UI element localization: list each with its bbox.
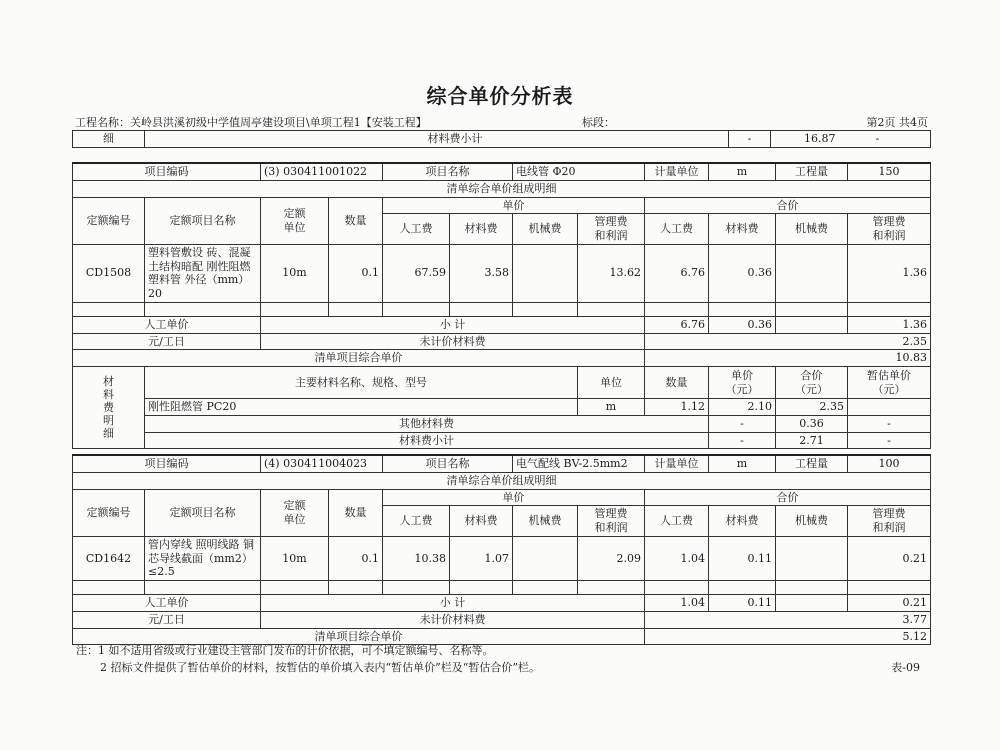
item-code-label: 项目编码 <box>73 163 261 180</box>
quota-total-labor: 1.04 <box>645 536 709 580</box>
quota-material: 3.58 <box>450 244 513 302</box>
prev-tail-label: 材料费小计 <box>145 131 729 148</box>
material-name: 刚性阻燃管 PC20 <box>145 399 578 416</box>
material-price-header: 单价 （元） <box>709 367 776 399</box>
quota-machine <box>513 244 578 302</box>
quota-quantity: 0.1 <box>329 536 383 580</box>
item-total-label: 清单项目综合单价 <box>73 628 645 645</box>
item-qty-label: 工程量 <box>776 163 848 180</box>
other-material-est: - <box>848 415 931 432</box>
page-title: 综合单价分析表 <box>426 84 574 108</box>
prev-tail-col: 细 <box>73 131 145 148</box>
item-unit: m <box>709 163 776 180</box>
note-1: 注：1 如不适用省级或行业建设主管部门发布的计价依据，可不填定额编号、名称等。 <box>76 644 494 657</box>
item-total-label: 清单项目综合单价 <box>73 350 645 367</box>
mgmt-header: 管理费 和利润 <box>578 506 645 537</box>
prev-tail-dash: - <box>729 131 771 148</box>
unit-price-header: 单价 <box>383 197 645 214</box>
material-header: 材料费 <box>709 214 776 245</box>
note-2: 2 招标文件提供了暂估单价的材料，按暂估的单价填入表内“暂估单价”栏及“暂估合价”栏。 <box>100 661 540 674</box>
item-unit-label: 计量单位 <box>645 163 709 180</box>
item-qty-label: 工程量 <box>776 455 848 472</box>
total-price-header: 合价 <box>645 489 931 506</box>
quota-unit-header: 定额 单位 <box>261 489 329 536</box>
prev-tail-table <box>72 130 931 148</box>
uncounted-label: 未计价材料费 <box>261 333 645 350</box>
subtotal-labor: 1.04 <box>645 595 709 612</box>
quota-quantity: 0.1 <box>329 244 383 302</box>
material-qty: 1.12 <box>645 399 709 416</box>
quota-name-header: 定额项目名称 <box>145 197 261 244</box>
material-price: 2.10 <box>709 399 776 416</box>
other-material-price: - <box>709 415 776 432</box>
item-table-2 <box>72 454 931 645</box>
quota-total-material: 0.36 <box>709 244 776 302</box>
material-subtotal-total: 2.71 <box>776 432 848 449</box>
quota-code: CD1508 <box>73 244 145 302</box>
item-name: 电气配线 BV-2.5mm2 <box>513 455 645 472</box>
item-total-value: 10.83 <box>645 350 931 367</box>
mgmt-header: 管理费 和利润 <box>848 214 931 245</box>
subtotal-labor: 6.76 <box>645 316 709 333</box>
subtotal-machine <box>776 595 848 612</box>
section-label: 标段： <box>582 116 615 129</box>
quota-material: 1.07 <box>450 536 513 580</box>
item-table-1 <box>72 162 931 449</box>
material-header: 材料费 <box>450 214 513 245</box>
quota-code: CD1642 <box>73 536 145 580</box>
other-material-total: 0.36 <box>776 415 848 432</box>
quota-mgmt: 2.09 <box>578 536 645 580</box>
material-qty-header: 数量 <box>645 367 709 399</box>
subtotal-label: 小 计 <box>261 316 645 333</box>
material-subtotal-label: 材料费小计 <box>145 432 709 449</box>
quota-total-mgmt: 1.36 <box>848 244 931 302</box>
quota-total-material: 0.11 <box>709 536 776 580</box>
material-total-header: 合价 （元） <box>776 367 848 399</box>
item-qty: 150 <box>848 163 931 180</box>
quota-name-header: 定额项目名称 <box>145 489 261 536</box>
quota-code-header: 定额编号 <box>73 489 145 536</box>
machine-header: 机械费 <box>513 506 578 537</box>
material-detail-label: 材 料 费 明 细 <box>73 367 145 449</box>
labor-header: 人工费 <box>383 506 450 537</box>
per-day-label: 元/工日 <box>73 611 261 628</box>
item-name-label: 项目名称 <box>383 163 513 180</box>
unit-price-header: 单价 <box>383 489 645 506</box>
quota-name: 管内穿线 照明线路 铜芯导线截面（mm2） ≤2.5 <box>145 536 261 580</box>
uncounted-value: 3.77 <box>645 611 931 628</box>
subtotal-material: 0.36 <box>709 316 776 333</box>
quota-machine <box>513 536 578 580</box>
material-unit: m <box>578 399 645 416</box>
item-qty: 100 <box>848 455 931 472</box>
material-header: 材料费 <box>450 506 513 537</box>
per-day-label: 元/工日 <box>73 333 261 350</box>
quota-total-machine <box>776 536 848 580</box>
quota-total-machine <box>776 244 848 302</box>
material-subtotal-est: - <box>848 432 931 449</box>
item-name-label: 项目名称 <box>383 455 513 472</box>
item-unit: m <box>709 455 776 472</box>
quota-name: 塑料管敷设 砖、混凝土结构暗配 刚性阻燃塑料管 外径（mm） 20 <box>145 244 261 302</box>
labor-header: 人工费 <box>645 506 709 537</box>
est-price <box>848 399 931 416</box>
quota-labor: 67.59 <box>383 244 450 302</box>
subtotal-mgmt: 1.36 <box>848 316 931 333</box>
uncounted-value: 2.35 <box>645 333 931 350</box>
quota-code-header: 定额编号 <box>73 197 145 244</box>
item-unit-label: 计量单位 <box>645 455 709 472</box>
labor-unit-price-label: 人工单价 <box>73 595 261 612</box>
material-header: 材料费 <box>709 506 776 537</box>
labor-header: 人工费 <box>645 214 709 245</box>
labor-header: 人工费 <box>383 214 450 245</box>
quota-total-mgmt: 0.21 <box>848 536 931 580</box>
quota-unit: 10m <box>261 536 329 580</box>
form-number: 表-09 <box>891 661 920 674</box>
quota-total-labor: 6.76 <box>645 244 709 302</box>
quota-unit-header: 定额 单位 <box>261 197 329 244</box>
page-number: 第2页 共4页 <box>866 116 928 129</box>
item-code: (3) 030411001022 <box>261 163 383 180</box>
material-total: 2.35 <box>776 399 848 416</box>
subtotal-label: 小 计 <box>261 595 645 612</box>
material-name-header: 主要材料名称、规格、型号 <box>145 367 578 399</box>
quota-mgmt: 13.62 <box>578 244 645 302</box>
subtotal-mgmt: 0.21 <box>848 595 931 612</box>
quota-labor: 10.38 <box>383 536 450 580</box>
labor-unit-price-label: 人工单价 <box>73 316 261 333</box>
item-name: 电线管 Φ20 <box>513 163 645 180</box>
machine-header: 机械费 <box>513 214 578 245</box>
quantity-header: 数量 <box>329 197 383 244</box>
item-code-label: 项目编码 <box>73 455 261 472</box>
subtotal-material: 0.11 <box>709 595 776 612</box>
machine-header: 机械费 <box>776 506 848 537</box>
composition-header: 清单综合单价组成明细 <box>73 472 931 489</box>
quota-unit: 10m <box>261 244 329 302</box>
item-code: (4) 030411004023 <box>261 455 383 472</box>
other-material-label: 其他材料费 <box>145 415 709 432</box>
mgmt-header: 管理费 和利润 <box>578 214 645 245</box>
uncounted-label: 未计价材料费 <box>261 611 645 628</box>
mgmt-header: 管理费 和利润 <box>848 506 931 537</box>
subtotal-machine <box>776 316 848 333</box>
machine-header: 机械费 <box>776 214 848 245</box>
est-price-header: 暂估单价 （元） <box>848 367 931 399</box>
quantity-header: 数量 <box>329 489 383 536</box>
composition-header: 清单综合单价组成明细 <box>73 180 931 197</box>
item-total-value: 5.12 <box>645 628 931 645</box>
material-subtotal-price: - <box>709 432 776 449</box>
project-name: 工程名称：关岭县洪溪初级中学值周亭建设项目\单项工程1【安装工程】 <box>75 116 427 129</box>
material-unit-header: 单位 <box>578 367 645 399</box>
prev-tail-total: 16.87 - <box>771 131 931 148</box>
total-price-header: 合价 <box>645 197 931 214</box>
